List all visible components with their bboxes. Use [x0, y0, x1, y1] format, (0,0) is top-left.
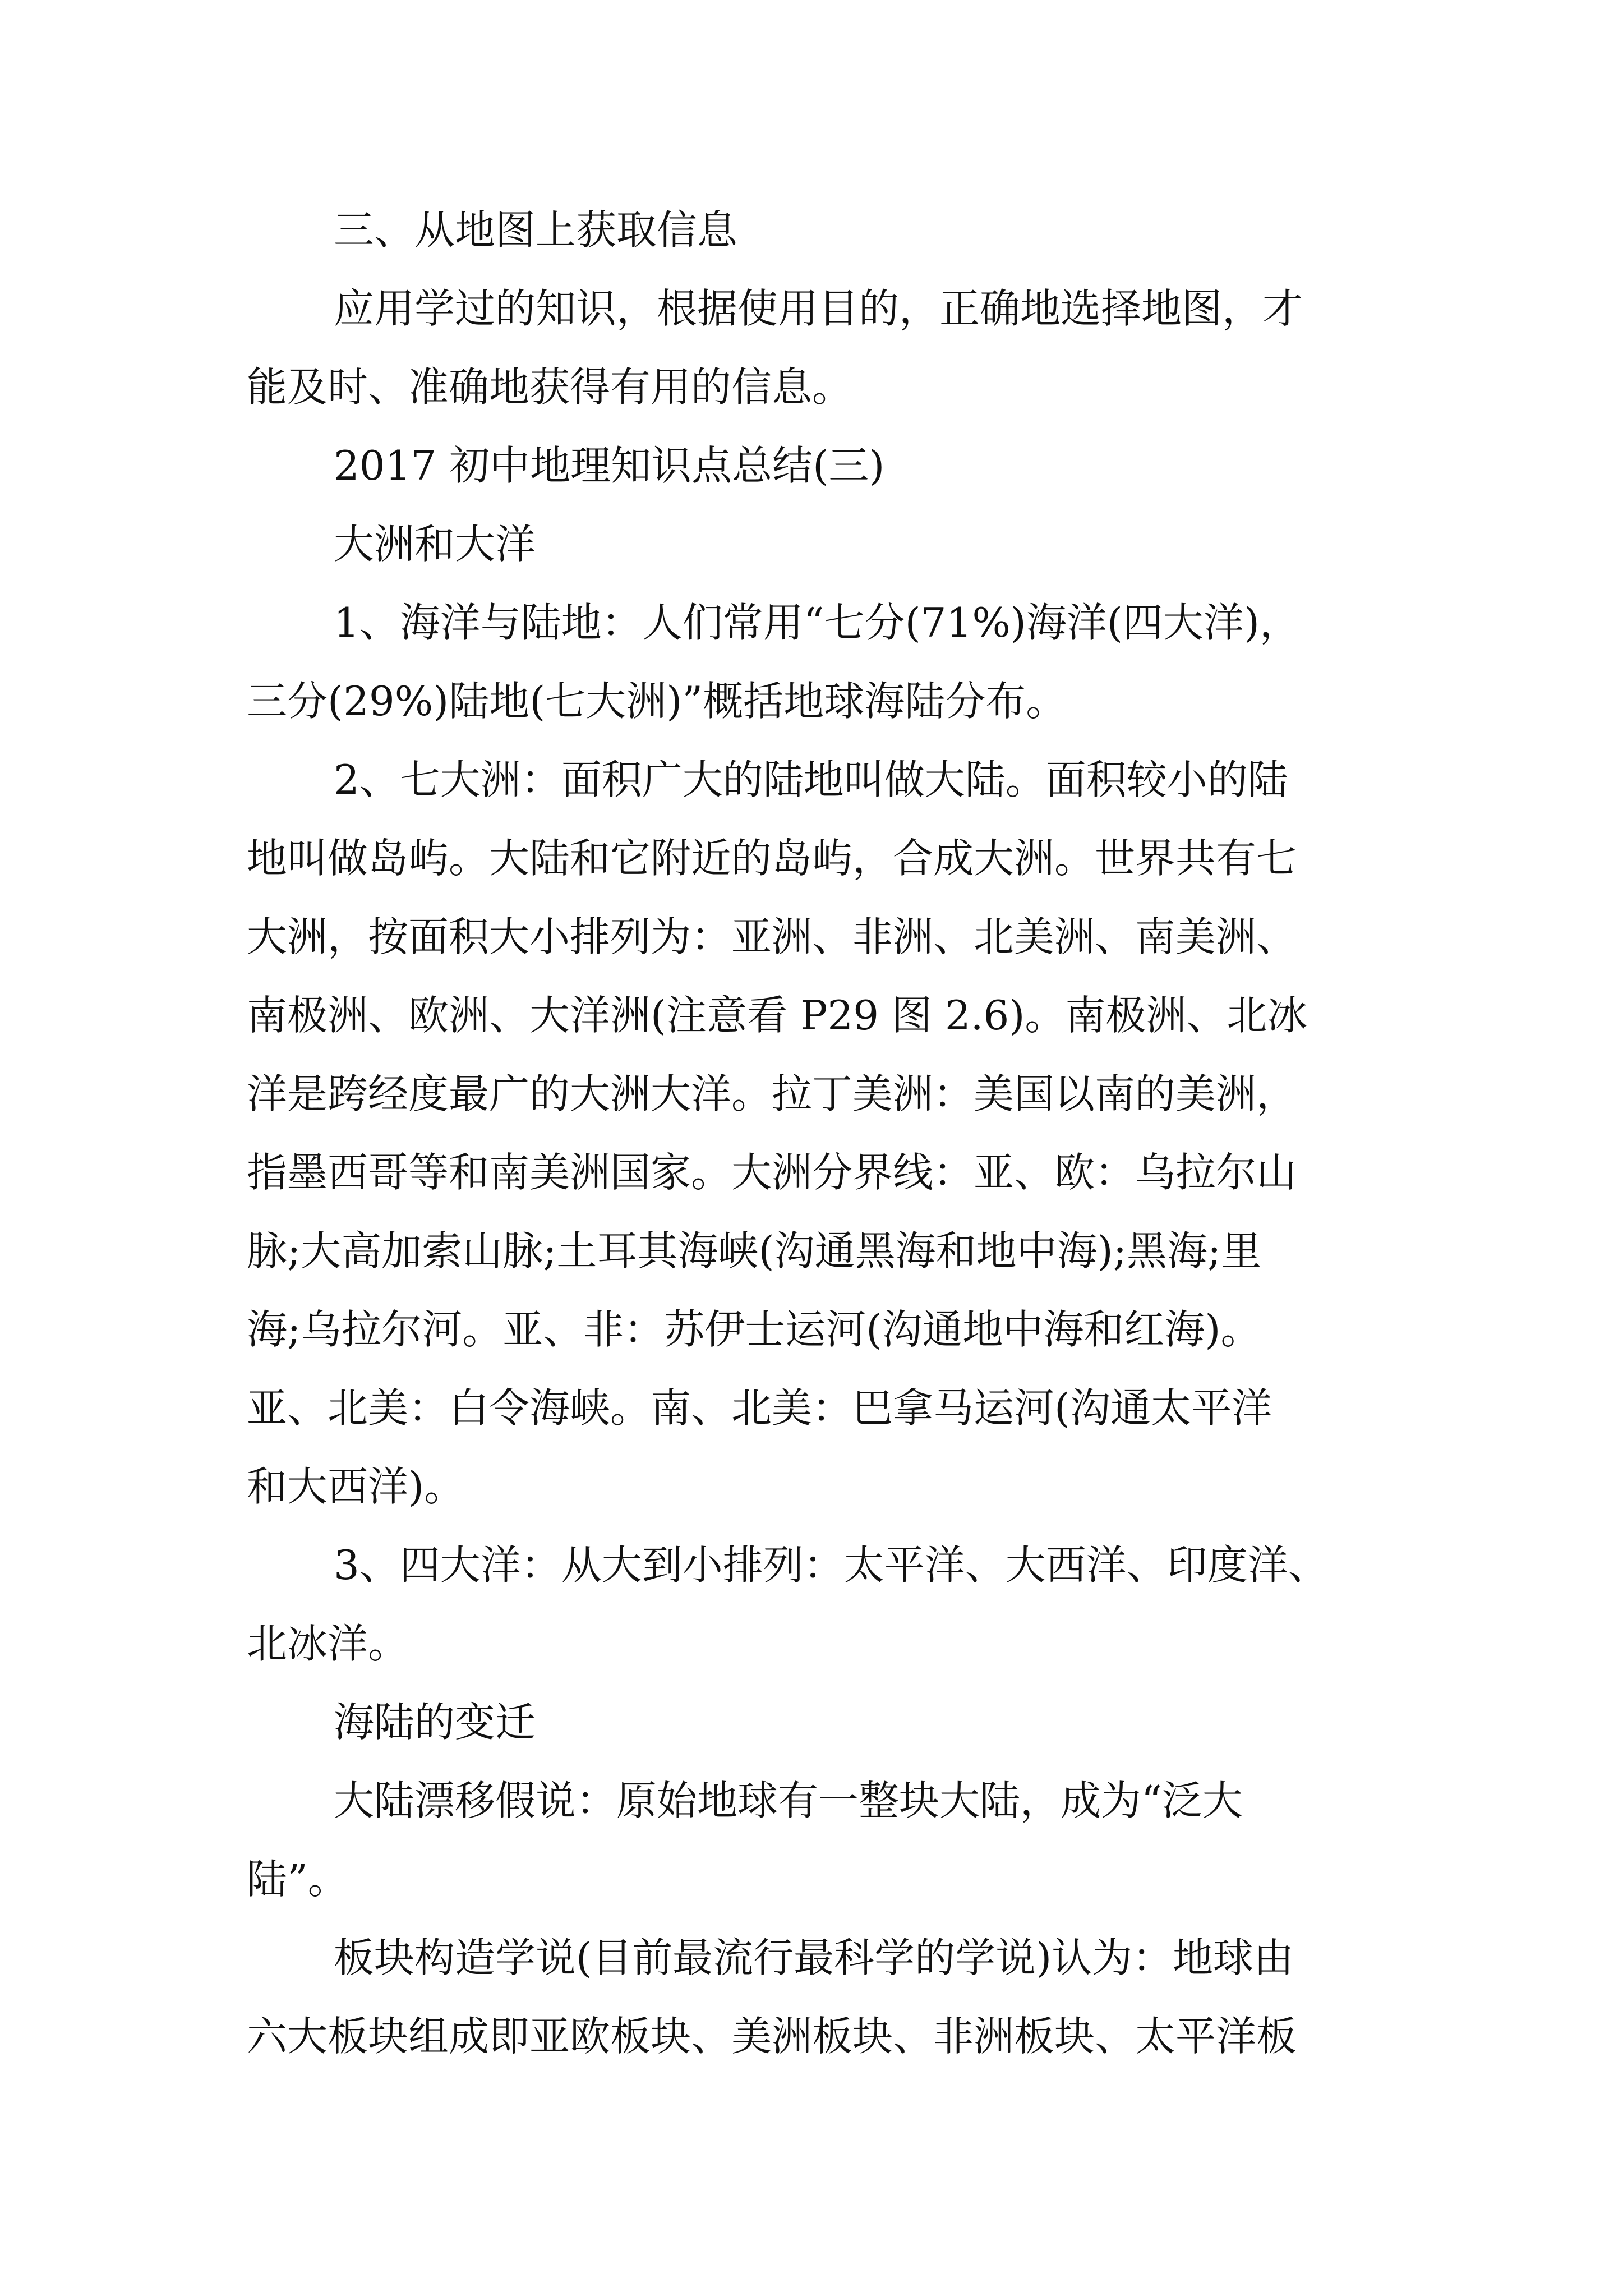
paragraph-line: 北冰洋。 — [247, 1620, 409, 1667]
paragraph-line: 应用学过的知识，根据使用目的，正确地选择地图，才 — [334, 285, 1303, 332]
paragraph-line: 大洲，按面积大小排列为：亚洲、非洲、北美洲、南美洲、 — [247, 913, 1297, 960]
paragraph-line: 和大西洋)。 — [247, 1463, 465, 1510]
paragraph-line: 三分(29%)陆地(七大洲)”概括地球海陆分布。 — [247, 678, 1067, 725]
paragraph-line: 2、七大洲：面积广大的陆地叫做大陆。面积较小的陆 — [334, 756, 1288, 803]
paragraph-line: 海;乌拉尔河。亚、非：苏伊士运河(沟通地中海和红海)。 — [247, 1306, 1261, 1353]
paragraph-line: 亚、北美：白令海峡。南、北美：巴拿马运河(沟通太平洋 — [247, 1384, 1272, 1432]
paragraph-line: 南极洲、欧洲、大洋洲(注意看 P29 图 2.6)。南极洲、北冰 — [247, 992, 1308, 1039]
section-heading-land-sea-changes: 海陆的变迁 — [334, 1699, 536, 1746]
section-heading-map-info: 三、从地图上获取信息 — [334, 206, 738, 254]
paragraph-line: 板块构造学说(目前最流行最科学的学说)认为：地球由 — [334, 1934, 1294, 1981]
paragraph-line: 1、海洋与陆地：人们常用“七分(71%)海洋(四大洋)， — [334, 599, 1301, 646]
paragraph-line: 大陆漂移假说：原始地球有一整块大陆，成为“泛大 — [334, 1777, 1243, 1824]
section-heading-continents-oceans: 大洲和大洋 — [334, 521, 536, 568]
paragraph-line: 洋是跨经度最广的大洲大洋。拉丁美洲：美国以南的美洲， — [247, 1070, 1297, 1117]
paragraph-line: 能及时、准确地获得有用的信息。 — [247, 364, 853, 411]
paragraph-line: 指墨西哥等和南美洲国家。大洲分界线：亚、欧：乌拉尔山 — [247, 1149, 1297, 1196]
paragraph-line: 脉;大高加索山脉;土耳其海峡(沟通黑海和地中海);黑海;里 — [247, 1227, 1262, 1274]
paragraph-line: 3、四大洋：从大到小排列：太平洋、大西洋、印度洋、 — [334, 1542, 1329, 1589]
paragraph-line: 陆”。 — [247, 1856, 348, 1903]
paragraph-line: 六大板块组成即亚欧板块、美洲板块、非洲板块、太平洋板 — [247, 2013, 1297, 2060]
paragraph-line: 地叫做岛屿。大陆和它附近的岛屿，合成大洲。世界共有七 — [247, 835, 1297, 882]
document-subtitle: 2017 初中地理知识点总结(三) — [334, 442, 885, 489]
